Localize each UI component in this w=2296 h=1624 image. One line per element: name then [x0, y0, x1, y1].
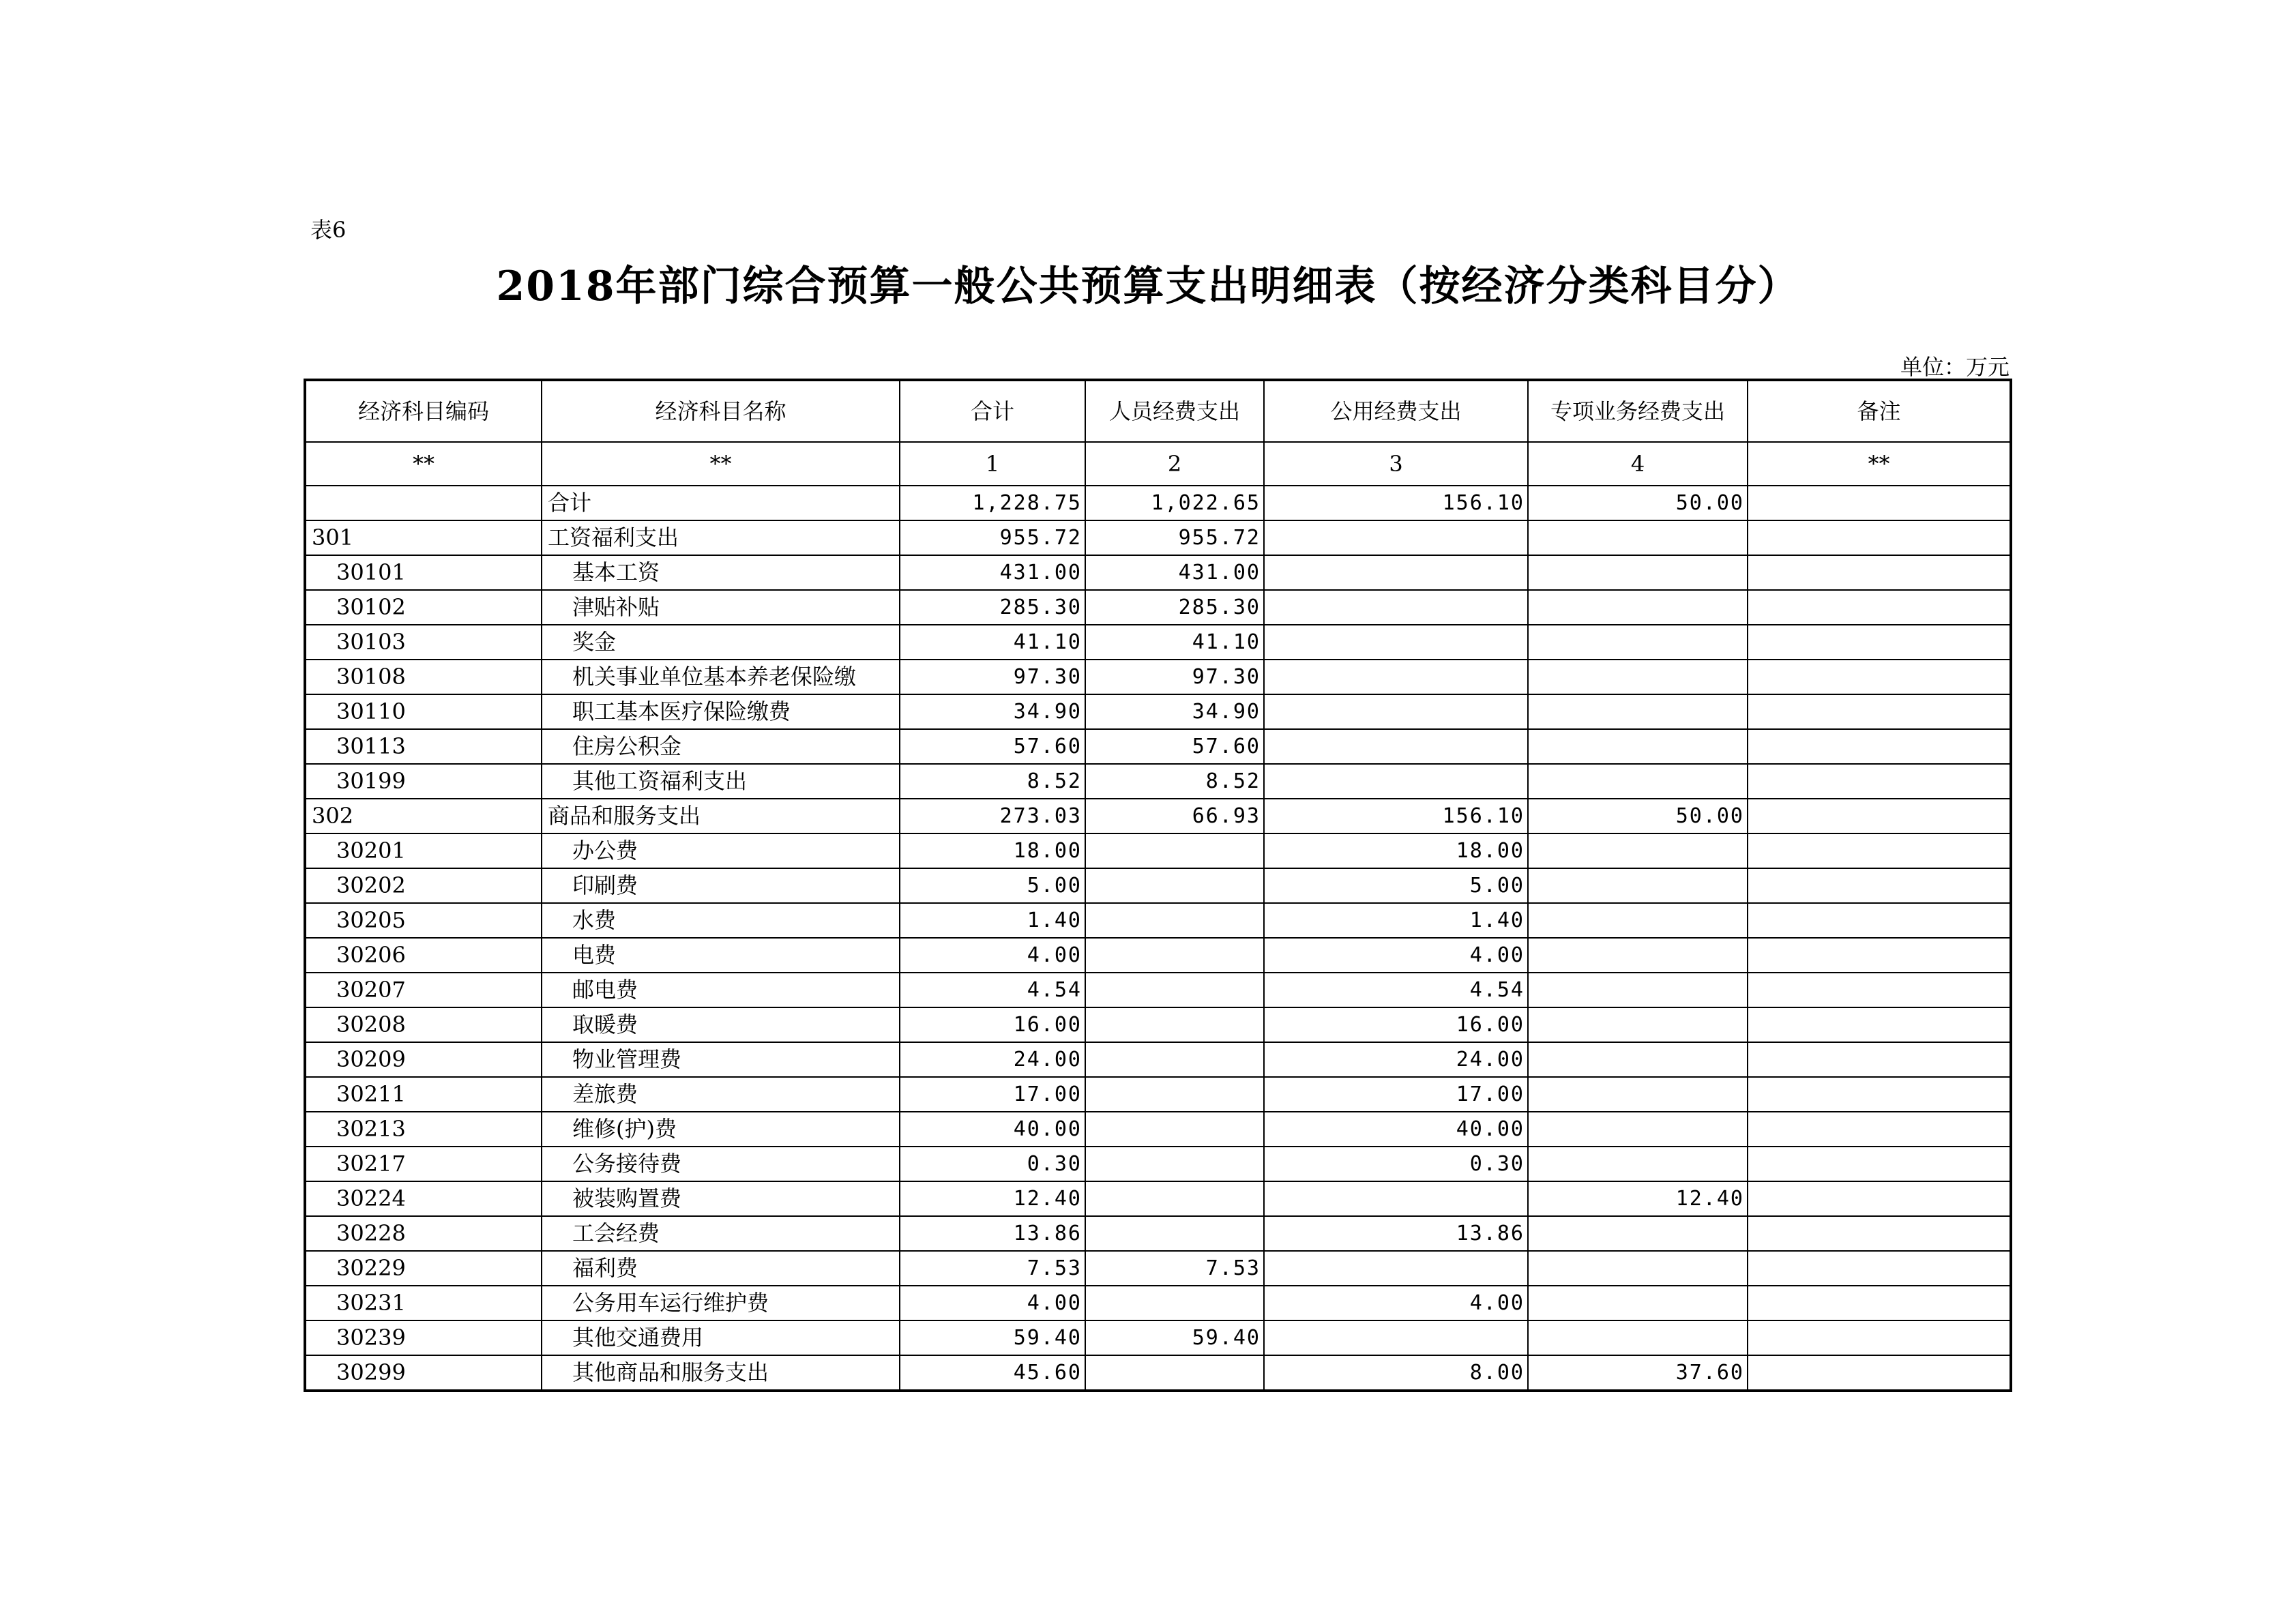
personnel-cell [1085, 903, 1264, 938]
note-cell [1748, 590, 2011, 625]
total-cell: 0.30 [900, 1147, 1085, 1181]
public-cell [1264, 660, 1528, 694]
public-cell [1264, 729, 1528, 764]
code-cell: 30224 [305, 1181, 542, 1216]
document-title: 2018年部门综合预算一般公共预算支出明细表（按经济分类科目分） [496, 263, 1800, 310]
total-cell: 4.54 [900, 973, 1085, 1007]
table-row [305, 903, 2011, 938]
note-cell [1748, 973, 2011, 1007]
special-cell [1528, 1147, 1748, 1181]
code-cell: 30201 [305, 833, 542, 868]
note-cell [1748, 1147, 2011, 1181]
table-body [305, 380, 2011, 1391]
special-cell [1528, 868, 1748, 903]
code-cell: 301 [305, 520, 542, 555]
name-cell: 机关事业单位基本养老保险缴 [542, 660, 900, 694]
table-row [305, 520, 2011, 555]
total-cell: 59.40 [900, 1320, 1085, 1355]
note-cell [1748, 520, 2011, 555]
header-cell-name: 经济科目名称 [542, 380, 900, 442]
note-cell [1748, 1286, 2011, 1320]
table-row [305, 590, 2011, 625]
name-cell: 住房公积金 [542, 729, 900, 764]
personnel-cell [1085, 1112, 1264, 1147]
header-cell-total: 合计 [900, 380, 1085, 442]
name-cell: 维修(护)费 [542, 1112, 900, 1147]
personnel-cell [1085, 1007, 1264, 1042]
note-cell [1748, 625, 2011, 660]
public-cell: 40.00 [1264, 1112, 1528, 1147]
index-cell: ** [1748, 442, 2011, 486]
total-cell: 18.00 [900, 833, 1085, 868]
header-cell-personnel: 人员经费支出 [1085, 380, 1264, 442]
public-cell: 4.54 [1264, 973, 1528, 1007]
public-cell: 24.00 [1264, 1042, 1528, 1077]
personnel-cell: 1,022.65 [1085, 486, 1264, 520]
total-cell: 40.00 [900, 1112, 1085, 1147]
name-cell: 电费 [542, 938, 900, 973]
public-cell [1264, 1181, 1528, 1216]
public-cell [1264, 520, 1528, 555]
header-cell-special: 专项业务经费支出 [1528, 380, 1748, 442]
code-cell: 30205 [305, 903, 542, 938]
note-cell [1748, 938, 2011, 973]
total-cell: 1.40 [900, 903, 1085, 938]
table-row [305, 1320, 2011, 1355]
special-cell [1528, 1216, 1748, 1251]
personnel-cell [1085, 973, 1264, 1007]
total-cell: 7.53 [900, 1251, 1085, 1286]
special-cell [1528, 555, 1748, 590]
table-row [305, 799, 2011, 833]
table-row [305, 1042, 2011, 1077]
note-cell [1748, 868, 2011, 903]
note-cell [1748, 660, 2011, 694]
name-cell: 公务用车运行维护费 [542, 1286, 900, 1320]
total-cell: 8.52 [900, 764, 1085, 799]
code-cell [305, 486, 542, 520]
personnel-cell: 59.40 [1085, 1320, 1264, 1355]
special-cell [1528, 973, 1748, 1007]
personnel-cell: 41.10 [1085, 625, 1264, 660]
note-cell [1748, 903, 2011, 938]
special-cell [1528, 694, 1748, 729]
special-cell [1528, 1077, 1748, 1112]
personnel-cell [1085, 1286, 1264, 1320]
name-cell: 被装购置费 [542, 1181, 900, 1216]
note-cell [1748, 1042, 2011, 1077]
special-cell [1528, 590, 1748, 625]
code-cell: 30217 [305, 1147, 542, 1181]
table-number-label: 表6 [310, 217, 347, 243]
special-cell: 50.00 [1528, 486, 1748, 520]
public-cell [1264, 694, 1528, 729]
personnel-cell [1085, 868, 1264, 903]
header-cell-public: 公用经费支出 [1264, 380, 1528, 442]
special-cell: 37.60 [1528, 1355, 1748, 1391]
table-row [305, 1181, 2011, 1216]
table-row [305, 625, 2011, 660]
index-cell: ** [305, 442, 542, 486]
note-cell [1748, 1251, 2011, 1286]
personnel-cell: 34.90 [1085, 694, 1264, 729]
code-cell: 30213 [305, 1112, 542, 1147]
table-row [305, 1147, 2011, 1181]
column-index-row [305, 442, 2011, 486]
personnel-cell [1085, 1355, 1264, 1391]
personnel-cell: 7.53 [1085, 1251, 1264, 1286]
special-cell [1528, 764, 1748, 799]
code-cell: 30113 [305, 729, 542, 764]
header-cell-code: 经济科目编码 [305, 380, 542, 442]
total-cell: 4.00 [900, 1286, 1085, 1320]
code-cell: 30211 [305, 1077, 542, 1112]
table-row [305, 938, 2011, 973]
total-cell: 1,228.75 [900, 486, 1085, 520]
total-cell: 34.90 [900, 694, 1085, 729]
note-cell [1748, 1320, 2011, 1355]
note-cell [1748, 694, 2011, 729]
name-cell: 工资福利支出 [542, 520, 900, 555]
code-cell: 30110 [305, 694, 542, 729]
index-cell: 2 [1085, 442, 1264, 486]
table-row [305, 660, 2011, 694]
special-cell: 12.40 [1528, 1181, 1748, 1216]
personnel-cell: 66.93 [1085, 799, 1264, 833]
note-cell [1748, 486, 2011, 520]
note-cell [1748, 1112, 2011, 1147]
personnel-cell [1085, 1147, 1264, 1181]
name-cell: 工会经费 [542, 1216, 900, 1251]
table-row [305, 868, 2011, 903]
total-cell: 13.86 [900, 1216, 1085, 1251]
name-cell: 取暖费 [542, 1007, 900, 1042]
total-cell: 24.00 [900, 1042, 1085, 1077]
personnel-cell: 57.60 [1085, 729, 1264, 764]
total-cell: 5.00 [900, 868, 1085, 903]
total-cell: 97.30 [900, 660, 1085, 694]
name-cell: 商品和服务支出 [542, 799, 900, 833]
special-cell [1528, 903, 1748, 938]
budget-expenditure-table [304, 379, 2012, 1392]
public-cell: 13.86 [1264, 1216, 1528, 1251]
public-cell: 4.00 [1264, 938, 1528, 973]
table-row [305, 1007, 2011, 1042]
special-cell [1528, 1042, 1748, 1077]
name-cell: 差旅费 [542, 1077, 900, 1112]
header-row [305, 380, 2011, 442]
table-row [305, 973, 2011, 1007]
public-cell [1264, 625, 1528, 660]
public-cell [1264, 1320, 1528, 1355]
code-cell: 30199 [305, 764, 542, 799]
note-cell [1748, 764, 2011, 799]
header-cell-note: 备注 [1748, 380, 2011, 442]
table-row [305, 729, 2011, 764]
name-cell: 其他商品和服务支出 [542, 1355, 900, 1391]
code-cell: 30228 [305, 1216, 542, 1251]
table-row [305, 1286, 2011, 1320]
special-cell [1528, 1251, 1748, 1286]
personnel-cell: 285.30 [1085, 590, 1264, 625]
personnel-cell: 431.00 [1085, 555, 1264, 590]
public-cell [1264, 590, 1528, 625]
personnel-cell [1085, 938, 1264, 973]
public-cell: 156.10 [1264, 799, 1528, 833]
table-row [305, 1355, 2011, 1391]
code-cell: 30101 [305, 555, 542, 590]
table-row [305, 833, 2011, 868]
index-cell: 3 [1264, 442, 1528, 486]
code-cell: 30209 [305, 1042, 542, 1077]
public-cell: 17.00 [1264, 1077, 1528, 1112]
note-cell [1748, 1007, 2011, 1042]
code-cell: 30206 [305, 938, 542, 973]
special-cell [1528, 1286, 1748, 1320]
public-cell: 8.00 [1264, 1355, 1528, 1391]
public-cell: 18.00 [1264, 833, 1528, 868]
unit-label: 单位：万元 [1900, 354, 2010, 380]
index-cell: 1 [900, 442, 1085, 486]
name-cell: 其他工资福利支出 [542, 764, 900, 799]
special-cell [1528, 1320, 1748, 1355]
name-cell: 合计 [542, 486, 900, 520]
personnel-cell [1085, 1042, 1264, 1077]
special-cell [1528, 1007, 1748, 1042]
table-row [305, 1077, 2011, 1112]
public-cell [1264, 764, 1528, 799]
personnel-cell: 955.72 [1085, 520, 1264, 555]
total-cell: 955.72 [900, 520, 1085, 555]
name-cell: 公务接待费 [542, 1147, 900, 1181]
public-cell [1264, 555, 1528, 590]
personnel-cell [1085, 1077, 1264, 1112]
note-cell [1748, 555, 2011, 590]
code-cell: 302 [305, 799, 542, 833]
total-cell: 17.00 [900, 1077, 1085, 1112]
table-row [305, 555, 2011, 590]
total-cell: 273.03 [900, 799, 1085, 833]
personnel-cell [1085, 833, 1264, 868]
note-cell [1748, 1077, 2011, 1112]
code-cell: 30229 [305, 1251, 542, 1286]
name-cell: 印刷费 [542, 868, 900, 903]
name-cell: 物业管理费 [542, 1042, 900, 1077]
name-cell: 职工基本医疗保险缴费 [542, 694, 900, 729]
public-cell [1264, 1251, 1528, 1286]
name-cell: 奖金 [542, 625, 900, 660]
public-cell: 1.40 [1264, 903, 1528, 938]
name-cell: 福利费 [542, 1251, 900, 1286]
personnel-cell [1085, 1216, 1264, 1251]
public-cell: 156.10 [1264, 486, 1528, 520]
special-cell [1528, 833, 1748, 868]
public-cell: 0.30 [1264, 1147, 1528, 1181]
note-cell [1748, 833, 2011, 868]
note-cell [1748, 1355, 2011, 1391]
name-cell: 邮电费 [542, 973, 900, 1007]
name-cell: 津贴补贴 [542, 590, 900, 625]
personnel-cell: 8.52 [1085, 764, 1264, 799]
special-cell [1528, 938, 1748, 973]
note-cell [1748, 799, 2011, 833]
personnel-cell: 97.30 [1085, 660, 1264, 694]
special-cell [1528, 625, 1748, 660]
table-row [305, 764, 2011, 799]
code-cell: 30239 [305, 1320, 542, 1355]
table-row [305, 1216, 2011, 1251]
note-cell [1748, 729, 2011, 764]
table-row [305, 1251, 2011, 1286]
total-cell: 45.60 [900, 1355, 1085, 1391]
table-row [305, 1112, 2011, 1147]
special-cell [1528, 729, 1748, 764]
table-row [305, 486, 2011, 520]
name-cell: 水费 [542, 903, 900, 938]
personnel-cell [1085, 1181, 1264, 1216]
code-cell: 30202 [305, 868, 542, 903]
index-cell: 4 [1528, 442, 1748, 486]
note-cell [1748, 1216, 2011, 1251]
public-cell: 4.00 [1264, 1286, 1528, 1320]
table-row [305, 694, 2011, 729]
total-cell: 4.00 [900, 938, 1085, 973]
special-cell [1528, 520, 1748, 555]
total-cell: 285.30 [900, 590, 1085, 625]
public-cell: 16.00 [1264, 1007, 1528, 1042]
total-cell: 57.60 [900, 729, 1085, 764]
total-cell: 16.00 [900, 1007, 1085, 1042]
index-cell: ** [542, 442, 900, 486]
code-cell: 30208 [305, 1007, 542, 1042]
code-cell: 30108 [305, 660, 542, 694]
name-cell: 基本工资 [542, 555, 900, 590]
code-cell: 30102 [305, 590, 542, 625]
total-cell: 12.40 [900, 1181, 1085, 1216]
total-cell: 431.00 [900, 555, 1085, 590]
special-cell: 50.00 [1528, 799, 1748, 833]
total-cell: 41.10 [900, 625, 1085, 660]
code-cell: 30103 [305, 625, 542, 660]
code-cell: 30207 [305, 973, 542, 1007]
code-cell: 30299 [305, 1355, 542, 1391]
special-cell [1528, 660, 1748, 694]
note-cell [1748, 1181, 2011, 1216]
name-cell: 办公费 [542, 833, 900, 868]
special-cell [1528, 1112, 1748, 1147]
name-cell: 其他交通费用 [542, 1320, 900, 1355]
code-cell: 30231 [305, 1286, 542, 1320]
public-cell: 5.00 [1264, 868, 1528, 903]
